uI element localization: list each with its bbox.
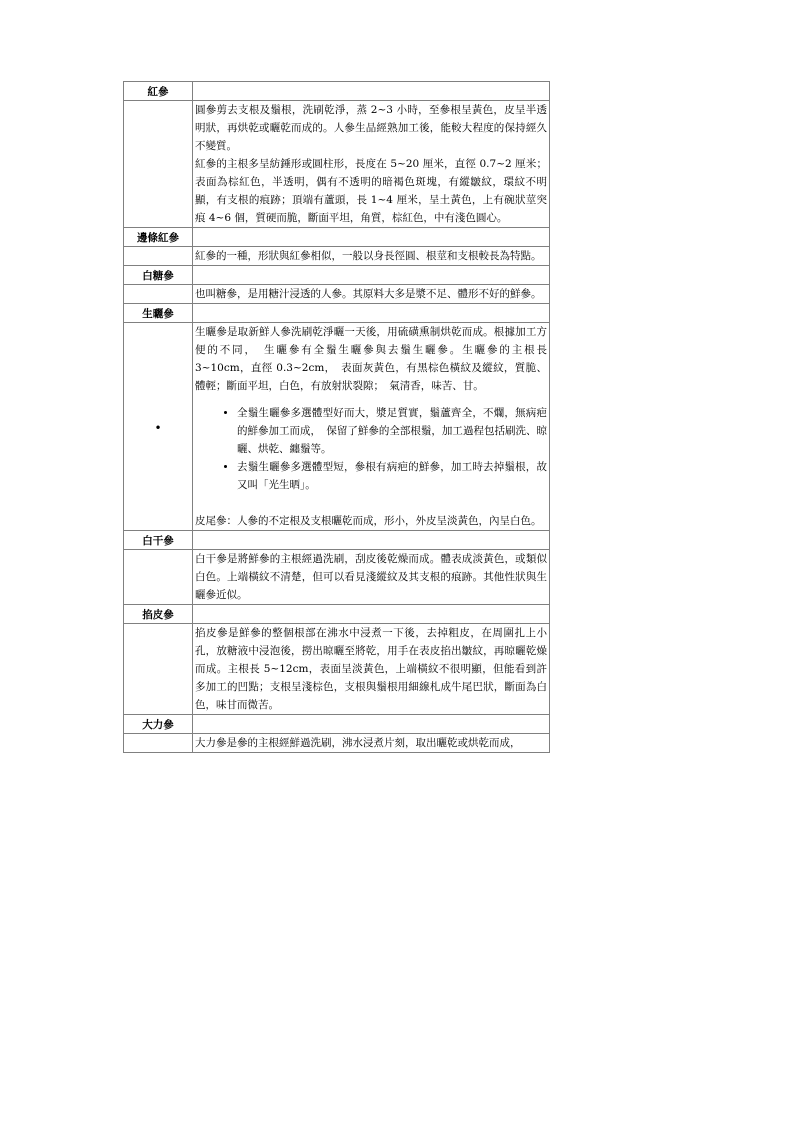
entry-header-row bbox=[124, 266, 550, 285]
entry-header-row bbox=[124, 228, 550, 247]
empty-cell bbox=[193, 715, 550, 734]
bullet-marker-cell bbox=[124, 323, 193, 531]
description-paragraph: 大力參是參的主根經鮮過洗刷，沸水浸煮片刻，取出曬乾或烘乾而成， bbox=[195, 737, 521, 749]
empty-cell bbox=[193, 531, 550, 550]
description-paragraph: 生曬參是取新鮮人參洗刷乾淨曬一天後，用硫磺熏制烘乾而成。根據加工方便的不同， 生曬參有全鬚生曬參與去鬚生曬參。生曬參的主根長 3~10cm，直徑 0.3~2cm， 表面灰黃色，有黑棕色橫紋及縱紋，質脆、體輕；斷面平坦，白色，有放射狀裂隙； 氣清香，味苦、甘。 bbox=[195, 326, 547, 392]
empty-cell bbox=[124, 285, 193, 304]
entry-description bbox=[193, 101, 550, 228]
entry-description bbox=[193, 550, 550, 605]
empty-cell bbox=[193, 605, 550, 624]
list-item: • 全鬚生曬參多選體型好而大，漿足質實，鬚蘆齊全，不爛，無病疤的鮮參加工而成， 保留了鮮參的全部根鬚，加工過程包括刷洗、晾曬、烘乾、纏鬚等。 bbox=[237, 404, 547, 458]
empty-cell bbox=[124, 101, 193, 228]
description-paragraph: 也叫糖參，是用糖汁浸透的人參。其原料大多是漿不足、體形不好的鮮參。 bbox=[195, 288, 542, 300]
entry-name: 掐皮參 bbox=[124, 605, 193, 624]
description-paragraph: 紅參的主根多呈紡錘形或圓柱形，長度在 5~20 厘米，直徑 0.7~2 厘米；表面為棕紅色，半透明，偶有不透明的暗褐色斑塊，有縱皺紋，環紋不明顯，有支根的痕跡；頂端有蘆頭，長 1~4 厘米，呈土黃色，上有碗狀莖突痕 4~6 個，質硬而脆，斷面平坦，角質，棕紅色，中有淺色圓心。 bbox=[195, 158, 547, 224]
description-paragraph: 圓參剪去支根及鬚根，洗刷乾淨，蒸 2~3 小時，至參根呈黃色，皮呈半透明狀，再烘乾或曬乾而成的。人參生品經熟加工後，能較大程度的保持經久不變質。 bbox=[195, 104, 547, 152]
entry-header-row bbox=[124, 531, 550, 550]
entry-name: 白干參 bbox=[124, 531, 193, 550]
entry-name: 邊條紅參 bbox=[124, 228, 193, 247]
entry-description bbox=[193, 247, 550, 266]
entry-header-row bbox=[124, 715, 550, 734]
list-item: • 去鬚生曬參多選體型短，參根有病疤的鮮參，加工時去掉鬚根，故又叫「光生晒」。 bbox=[237, 458, 547, 494]
entry-description bbox=[193, 624, 550, 715]
entry-body-row bbox=[124, 624, 550, 715]
variant-list bbox=[195, 404, 547, 494]
description-paragraph: 掐皮參是鮮參的整個根部在沸水中浸煮一下後，去掉粗皮，在周圍扎上小孔，放糖液中浸泡後，撈出晾曬至將乾，用手在表皮掐出皺紋，再晾曬乾燥而成。主根長 5~12cm，表面呈淡黃色，上端橫紋不很明顯，但能看到許多加工的凹點；支根呈淺棕色，支根與鬚根用細線札成牛尾巴狀，斷面為白色，味甘而微苦。 bbox=[195, 627, 547, 711]
entry-description bbox=[193, 285, 550, 304]
ginseng-types-table bbox=[123, 81, 550, 753]
entry-name: 紅參 bbox=[124, 82, 193, 101]
entry-header-row bbox=[124, 304, 550, 323]
description-paragraph: 紅參的一種，形狀與紅參相似，一般以身長徑圓、根莖和支根較長為特點。 bbox=[195, 250, 542, 262]
entry-header-row bbox=[124, 605, 550, 624]
entry-header-row bbox=[124, 82, 550, 101]
empty-cell bbox=[193, 304, 550, 323]
entry-description bbox=[193, 323, 550, 531]
entry-body-row bbox=[124, 323, 550, 531]
empty-cell bbox=[193, 228, 550, 247]
entry-body-row bbox=[124, 734, 550, 753]
empty-cell bbox=[193, 266, 550, 285]
empty-cell bbox=[124, 734, 193, 753]
entry-name: 大力參 bbox=[124, 715, 193, 734]
bullet-marker: • bbox=[154, 421, 162, 435]
empty-cell bbox=[193, 82, 550, 101]
entry-body-row bbox=[124, 285, 550, 304]
empty-cell bbox=[124, 550, 193, 605]
entry-name: 白糖參 bbox=[124, 266, 193, 285]
entry-body-row bbox=[124, 247, 550, 266]
entry-body-row bbox=[124, 101, 550, 228]
entry-description bbox=[193, 734, 550, 753]
empty-cell bbox=[124, 624, 193, 715]
entry-name: 生曬參 bbox=[124, 304, 193, 323]
description-paragraph: 皮尾參：人參的不定根及支根曬乾而成，形小，外皮呈淡黃色，內呈白色。 bbox=[195, 515, 542, 527]
entry-body-row bbox=[124, 550, 550, 605]
empty-cell bbox=[124, 247, 193, 266]
description-paragraph: 白干參是將鮮參的主根經過洗刷，刮皮後乾燥而成。體表成淡黃色，或類似白色。上端橫紋不清楚，但可以看見淺縱紋及其支根的痕跡。其他性狀與生曬參近似。 bbox=[195, 553, 547, 601]
